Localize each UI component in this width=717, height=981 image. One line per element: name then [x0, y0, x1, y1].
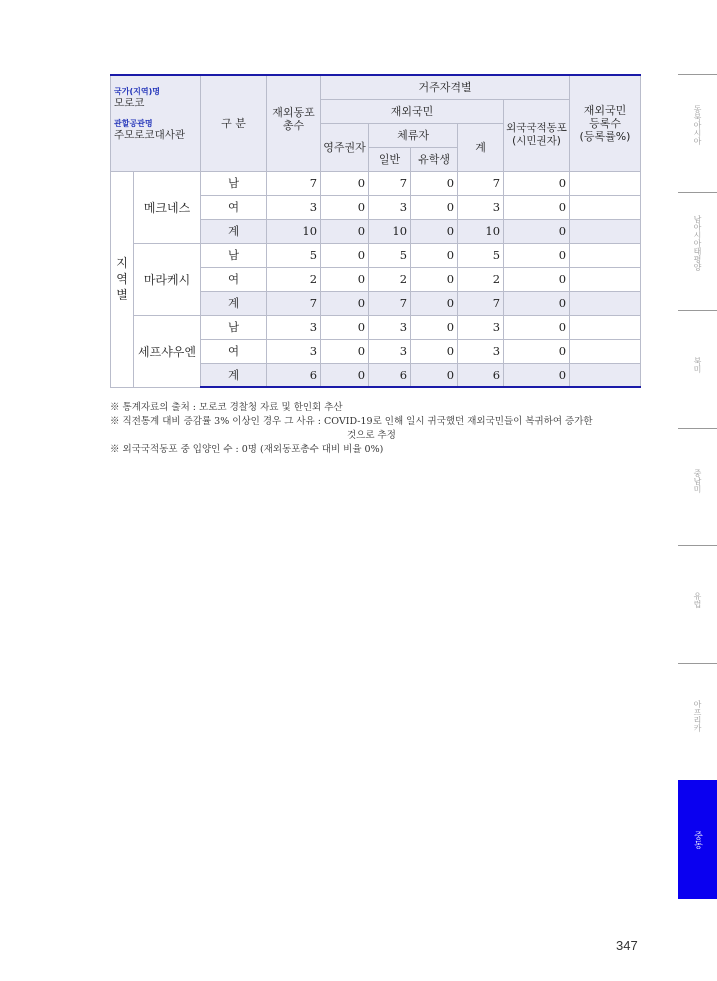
general-cell: 3 [369, 195, 411, 219]
region-name: 메크네스 [134, 171, 201, 243]
gender-cell: 남 [201, 315, 267, 339]
registered-cell [570, 171, 641, 195]
permanent-cell: 0 [321, 171, 369, 195]
subtotal-cell: 7 [458, 291, 504, 315]
student-cell: 0 [411, 267, 458, 291]
footnotes [110, 401, 650, 457]
sidebar-item-africa[interactable] [678, 663, 717, 781]
student-cell: 0 [411, 363, 458, 387]
sidebar-item-middle-east[interactable] [678, 780, 717, 899]
gender-cell: 여 [201, 195, 267, 219]
registered-cell [570, 243, 641, 267]
student-cell: 0 [411, 219, 458, 243]
sidebar-item-label: 동북아시아 [693, 105, 702, 145]
subtotal-cell: 3 [458, 195, 504, 219]
region-name: 세프샤우엔 [134, 315, 201, 387]
footnote-adoptees: ※ 외국국적동포 중 입양인 수 : 0명 (재외동포총수 대비 비율 0%) [110, 444, 384, 455]
sidebar-item-latin-america[interactable] [678, 428, 717, 547]
permanent-cell: 0 [321, 291, 369, 315]
total-cell: 10 [267, 219, 321, 243]
permanent-cell: 0 [321, 267, 369, 291]
registered-cell [570, 219, 641, 243]
total-header: 재외동포 총수 [267, 75, 321, 171]
sidebar-item-label: 남아시아태평양 [693, 215, 702, 271]
subtotal-cell: 3 [458, 315, 504, 339]
foreign-cell: 0 [504, 291, 570, 315]
general-header: 일반 [369, 147, 411, 171]
subtotal-cell: 5 [458, 243, 504, 267]
permanent-header: 영주권자 [321, 123, 369, 171]
office-label: 관할공관명 [114, 119, 153, 128]
gender-cell: 계 [201, 291, 267, 315]
total-cell: 5 [267, 243, 321, 267]
general-cell: 2 [369, 267, 411, 291]
general-cell: 5 [369, 243, 411, 267]
side-category-label: 지 역 별 [111, 171, 134, 387]
subtotal-cell: 6 [458, 363, 504, 387]
registered-cell [570, 195, 641, 219]
country-name: 모로코 [114, 97, 145, 109]
general-cell: 3 [369, 339, 411, 363]
registered-cell [570, 267, 641, 291]
foreign-cell: 0 [504, 315, 570, 339]
gender-cell: 계 [201, 219, 267, 243]
residence-header: 거주자격별 [321, 75, 570, 99]
foreign-cell: 0 [504, 243, 570, 267]
subtotal-cell: 3 [458, 339, 504, 363]
footnote-change-reason-cont: 것으로 추정 [347, 430, 396, 441]
sojourner-header: 체류자 [369, 123, 458, 147]
general-cell: 7 [369, 291, 411, 315]
sidebar-item-label: 중남미 [693, 469, 702, 493]
total-cell: 7 [267, 291, 321, 315]
footnote-source: ※ 통계자료의 출처 : 모로코 경찰청 자료 및 한인회 추산 [110, 402, 343, 413]
registered-cell [570, 339, 641, 363]
subtotal-cell: 10 [458, 219, 504, 243]
gender-cell: 남 [201, 243, 267, 267]
registered-cell [570, 315, 641, 339]
total-cell: 3 [267, 315, 321, 339]
registered-cell [570, 363, 641, 387]
region-name: 마라케시 [134, 243, 201, 315]
permanent-cell: 0 [321, 339, 369, 363]
sidebar-item-north-america[interactable] [678, 310, 717, 429]
subtotal-cell: 2 [458, 267, 504, 291]
general-cell: 3 [369, 315, 411, 339]
total-cell: 3 [267, 339, 321, 363]
sidebar-item-label: 북미 [693, 357, 702, 373]
total-cell: 7 [267, 171, 321, 195]
foreign-national-header: 외국국적동포 (시민권자) [504, 99, 570, 171]
foreign-cell: 0 [504, 195, 570, 219]
gender-cell: 여 [201, 267, 267, 291]
foreign-cell: 0 [504, 363, 570, 387]
student-header: 유학생 [411, 147, 458, 171]
registered-cell [570, 291, 641, 315]
general-cell: 6 [369, 363, 411, 387]
student-cell: 0 [411, 315, 458, 339]
permanent-cell: 0 [321, 195, 369, 219]
foreign-cell: 0 [504, 219, 570, 243]
student-cell: 0 [411, 339, 458, 363]
general-cell: 7 [369, 171, 411, 195]
student-cell: 0 [411, 195, 458, 219]
gender-cell: 남 [201, 171, 267, 195]
gender-cell: 여 [201, 339, 267, 363]
country-info-cell [111, 75, 201, 171]
permanent-cell: 0 [321, 219, 369, 243]
sidebar-item-label: 중동 [692, 830, 702, 849]
country-label: 국가(지역)명 [114, 87, 160, 96]
office-name: 주모로코대사관 [114, 129, 186, 141]
subtotal-cell: 7 [458, 171, 504, 195]
total-cell: 6 [267, 363, 321, 387]
subtotal-header: 계 [458, 123, 504, 171]
permanent-cell: 0 [321, 363, 369, 387]
foreign-cell: 0 [504, 339, 570, 363]
sidebar-item-northeast-asia[interactable] [678, 74, 717, 193]
sidebar-item-label: 유럽 [693, 592, 702, 608]
registered-header: 재외국민 등록수 (등록률%) [570, 75, 641, 171]
total-cell: 2 [267, 267, 321, 291]
foreign-cell: 0 [504, 267, 570, 291]
permanent-cell: 0 [321, 243, 369, 267]
student-cell: 0 [411, 291, 458, 315]
sidebar-item-europe[interactable] [678, 545, 717, 664]
student-cell: 0 [411, 243, 458, 267]
statistics-table [110, 74, 641, 388]
footnote-change-reason: ※ 직전통계 대비 증감률 3% 이상인 경우 그 사유 : COVID-19로 인해 일시 귀국했던 재외국민들이 복귀하여 증가한 [110, 416, 593, 427]
sidebar-item-south-asia-pacific[interactable] [678, 192, 717, 311]
category-header: 구 분 [201, 75, 267, 171]
general-cell: 10 [369, 219, 411, 243]
gender-cell: 계 [201, 363, 267, 387]
foreign-cell: 0 [504, 171, 570, 195]
page-number: 347 [616, 938, 638, 953]
sidebar-item-label: 아프리카 [693, 700, 702, 732]
overseas-korean-header: 재외국민 [321, 99, 504, 123]
total-cell: 3 [267, 195, 321, 219]
permanent-cell: 0 [321, 315, 369, 339]
student-cell: 0 [411, 171, 458, 195]
